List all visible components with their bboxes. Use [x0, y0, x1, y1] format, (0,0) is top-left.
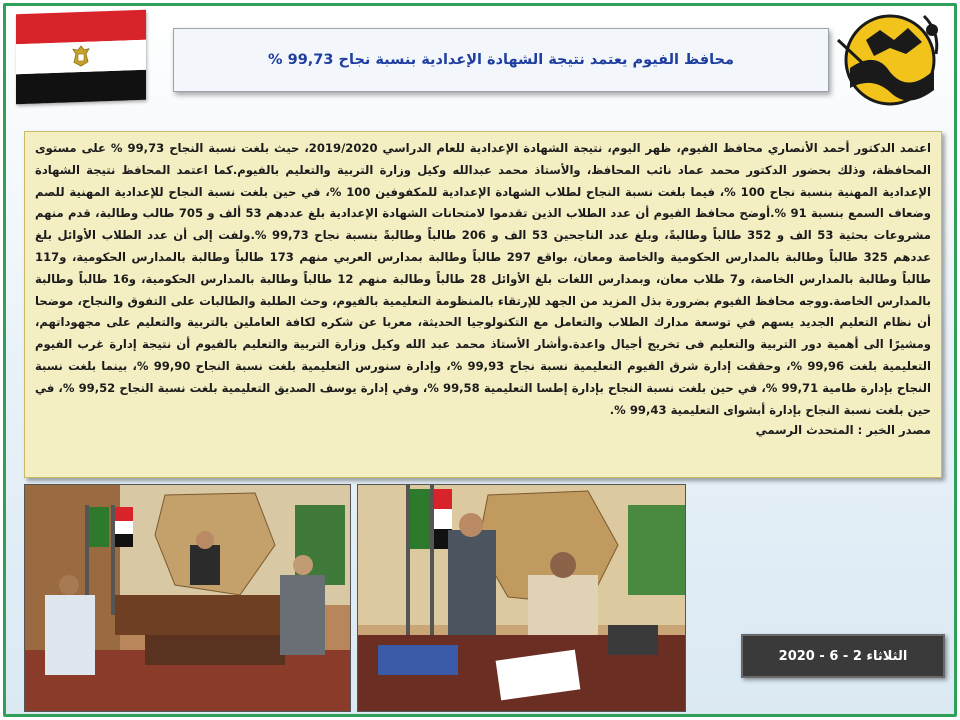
meeting-photo — [24, 484, 351, 712]
article-body: اعتمد الدكتور أحمد الأنصاري محافظ الفيوم، ظهر اليوم، نتيجة الشهادة الإعدادية للعام الدراسي 2019/2020، حيث بلغت نسبة النجاح 99,73 % على مستوى المحافظة، وذلك بحضور الدكتور محمد عماد نائب المحافظ، والأستاذ محمد عبدالله وكيل وزارة التربية والتعليم بالفيوم.كما اعتمد المحافظ نتيجة الشهادة الإعدادية المهنية بنسبة نجاح 100 %، فيما بلغت نسبة النجاح لطلاب الشهادة الإعدادية للمكفوفين 100 %، في حين بلغت نسبة النجاح للإعدادية المهنية للصم وضعاف السمع بنسبة 91 %.أوضح محافظ الفيوم أن عدد الطلاب الذين تقدموا لامتحانات الشهادة الإعدادية بلغ عددهم 53 ألف و 705 طالب وطالبة، قدم منهم مشروعات بحثية 53 الف و 352 طالباً وطالبةً، وبلغ عدد الناجحين 53 الف و 206 طالباً وطالبةً بنسبة نجاح 99,73 %.ولفت إلى أن عدد الطلاب الأوائل بلغ عددهم 325 طالباً وطالبة بالمدارس الحكومية والخاصة ومعان، بواقع 297 طالباً وطالبة بمدارس العربي منهم 173 طالباً وطالبة بالمدارس الحكومية، و117 طالباً وطالبة بالمدارس الخاصة، و7 طلاب معان، وبمدارس اللغات بلغ الأوائل 28 طالباً وطالبة منهم 12 طالباً وطالبة بالمدارس الحكومية، و16 طالباً وطالبة بالمدارس الخاصة.ووجه محافظ الفيوم بضرورة بذل المزيد من الجهد للإرتقاء بالمنظومة التعليمية بالفيوم، وحث الطلبة والطالبات على التفوق والنجاح، موضحا أن نظام التعليم الجديد يسهم في توسعة مدارك الطلاب والتعامل مع التكنولوجيا الحديثة، معربا عن شكره لكافة العاملين بالتربية والتعليم على مجهوداتهم، ومشيرًا الى أهمية دور التربية والتعليم فى تخريج أجيال واعدة.وأشار الأستاذ محمد عبد الله وكيل وزارة التربية والتعليم بالفيوم أن نتيجة إدارة غرب الفيوم التعليمية بلغت 99,96 %، وحققت إدارة شرق الفيوم التعليمية نسبة نجاح 99,93 %، وإدارة سنورس التعليمية بلغت نسبة النجاح 99,90 %، بينما بلغت نسبة النجاح بإدارة طامية 99,71 %، في حين بلغت نسبة النجاح بإدارة إطسا التعليمية 99,58 %، وفي إدارة يوسف الصديق التعليمية بلغت نسبة النجاح 99,52 %، في حين بلغت نسبة النجاح بإدارة أبشواى التعليمية 99,43 %. — [35, 141, 932, 417]
page-title: محافظ الفيوم يعتمد نتيجة الشهادة الإعدادية بنسبة نجاح 99,73 % — [268, 52, 734, 68]
news-source: مصدر الخبر : المتحدث الرسمي — [755, 423, 931, 438]
signing-photo — [357, 484, 686, 712]
date-badge — [741, 634, 945, 678]
egypt-flag-image — [16, 10, 146, 105]
eagle-emblem-icon — [69, 44, 93, 71]
governorate-logo — [836, 10, 948, 114]
publish-date: الثلاثاء 2 - 6 - 2020 — [778, 648, 908, 664]
headline-box — [173, 28, 829, 92]
article-box — [24, 131, 942, 478]
